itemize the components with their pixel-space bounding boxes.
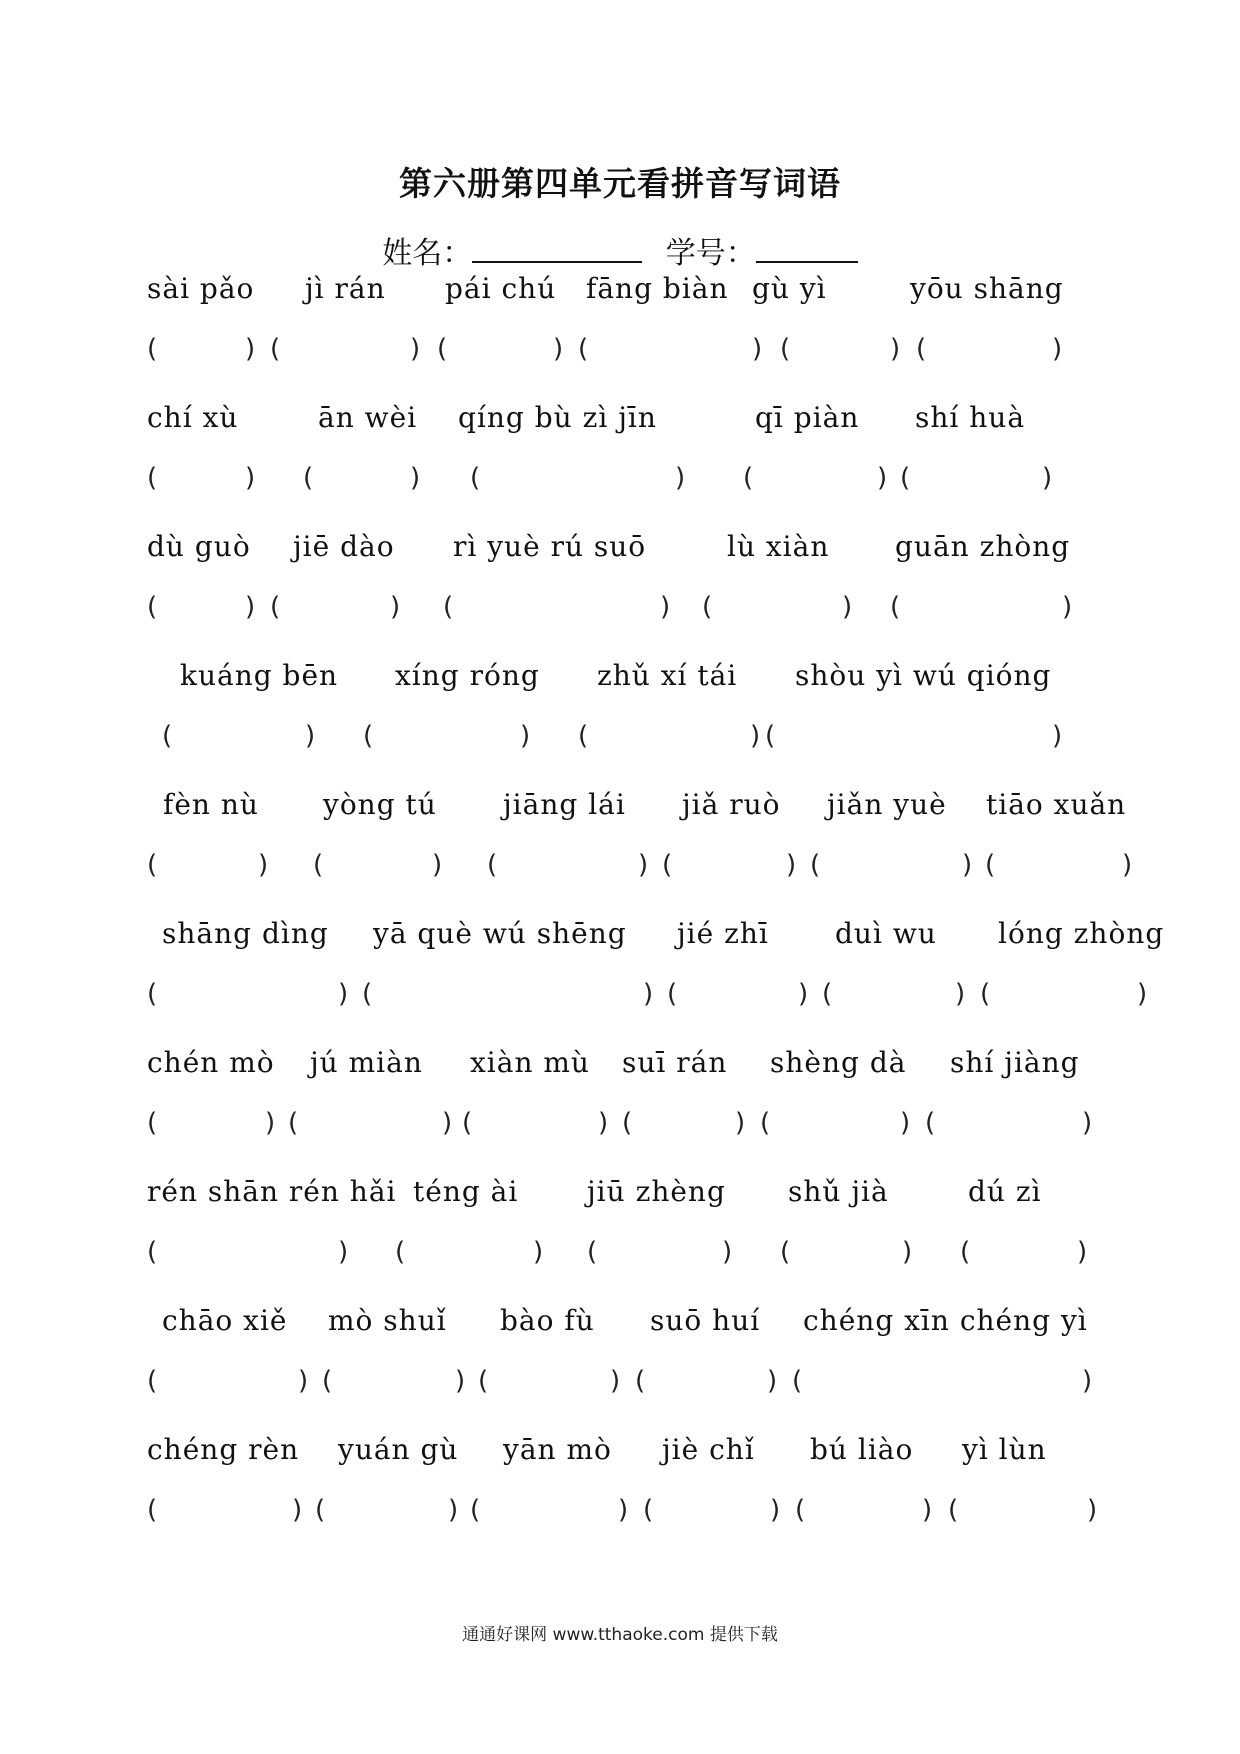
answer-open-paren: ( xyxy=(147,1108,158,1138)
answer-blank[interactable] xyxy=(159,1366,298,1400)
answer-blank[interactable] xyxy=(792,1237,902,1271)
answer-close-paren: ) xyxy=(265,1108,276,1138)
answer-row xyxy=(0,1237,1240,1277)
answer-row xyxy=(0,1108,1240,1148)
answer-close-paren: ) xyxy=(675,463,686,493)
pinyin-word: tiāo xuǎn xyxy=(986,788,1127,821)
pinyin-word: dú zì xyxy=(968,1175,1042,1208)
answer-blank[interactable] xyxy=(159,979,338,1013)
pinyin-word: pái chú xyxy=(445,272,557,305)
answer-open-paren: ( xyxy=(643,1495,654,1525)
answer-close-paren: ) xyxy=(1082,1108,1093,1138)
answer-open-paren: ( xyxy=(395,1237,406,1267)
answer-open-paren: ( xyxy=(315,1495,326,1525)
answer-blank[interactable] xyxy=(282,334,410,368)
answer-close-paren: ) xyxy=(842,592,853,622)
number-blank[interactable] xyxy=(756,233,858,263)
answer-blank[interactable] xyxy=(174,721,305,755)
answer-close-paren: ) xyxy=(955,979,966,1009)
pinyin-word: qíng bù zì jīn xyxy=(458,401,657,434)
pinyin-word: yòng tú xyxy=(323,788,437,821)
answer-row xyxy=(0,1366,1240,1406)
pinyin-word: dù guò xyxy=(147,530,251,563)
pinyin-word: jiū zhèng xyxy=(587,1175,726,1208)
answer-row xyxy=(0,1495,1240,1535)
pinyin-row xyxy=(0,530,1240,570)
answer-open-paren: ( xyxy=(147,979,158,1009)
answer-close-paren: ) xyxy=(432,850,443,880)
pinyin-word: jiǎn yuè xyxy=(827,788,947,821)
answer-blank[interactable] xyxy=(482,1495,618,1529)
answer-open-paren: ( xyxy=(437,334,448,364)
pinyin-word: yān mò xyxy=(503,1433,612,1466)
answer-blank[interactable] xyxy=(300,1108,442,1142)
answer-blank[interactable] xyxy=(590,721,750,755)
answer-blank[interactable] xyxy=(912,463,1042,497)
answer-row xyxy=(0,592,1240,632)
page-title: 第六册第四单元看拼音写词语 xyxy=(399,164,841,203)
pinyin-word: bú liào xyxy=(810,1433,914,1466)
answer-blank[interactable] xyxy=(499,850,638,884)
answer-blank[interactable] xyxy=(822,850,962,884)
answer-open-paren: ( xyxy=(702,592,713,622)
pinyin-word: yuán gù xyxy=(338,1433,459,1466)
pinyin-word: shāng dìng xyxy=(162,917,329,950)
answer-blank[interactable] xyxy=(334,1366,455,1400)
pinyin-row xyxy=(0,788,1240,828)
answer-blank[interactable] xyxy=(674,850,786,884)
pinyin-word: chén mò xyxy=(147,1046,275,1079)
pinyin-word: kuáng bēn xyxy=(180,659,339,692)
answer-close-paren: ) xyxy=(455,1366,466,1396)
answer-close-paren: ) xyxy=(735,1108,746,1138)
pinyin-row xyxy=(0,1046,1240,1086)
answer-blank[interactable] xyxy=(599,1237,722,1271)
answer-row xyxy=(0,850,1240,890)
answer-blank[interactable] xyxy=(407,1237,533,1271)
answer-open-paren: ( xyxy=(578,334,589,364)
answer-open-paren: ( xyxy=(162,721,173,751)
answer-close-paren: ) xyxy=(305,721,316,751)
answer-open-paren: ( xyxy=(147,463,158,493)
pinyin-word: jiē dào xyxy=(293,530,395,563)
answer-blank[interactable] xyxy=(159,463,245,497)
answer-blank[interactable] xyxy=(807,1495,922,1529)
pinyin-word: suō huí xyxy=(650,1304,761,1337)
pinyin-word: jiè chǐ xyxy=(662,1433,755,1466)
answer-close-paren: ) xyxy=(752,334,763,364)
answer-open-paren: ( xyxy=(462,1108,473,1138)
answer-open-paren: ( xyxy=(743,463,754,493)
answer-blank[interactable] xyxy=(928,334,1052,368)
answer-open-paren: ( xyxy=(362,979,373,1009)
answer-close-paren: ) xyxy=(890,334,901,364)
answer-open-paren: ( xyxy=(792,1366,803,1396)
answer-open-paren: ( xyxy=(478,1366,489,1396)
answer-close-paren: ) xyxy=(442,1108,453,1138)
answer-open-paren: ( xyxy=(470,463,481,493)
answer-blank[interactable] xyxy=(997,850,1122,884)
answer-close-paren: ) xyxy=(245,592,256,622)
pinyin-row xyxy=(0,272,1240,312)
pinyin-word: jié zhī xyxy=(677,917,769,950)
pinyin-word: jì rán xyxy=(305,272,386,305)
answer-close-paren: ) xyxy=(390,592,401,622)
answer-close-paren: ) xyxy=(520,721,531,751)
answer-open-paren: ( xyxy=(147,1495,158,1525)
pinyin-word: jú miàn xyxy=(310,1046,423,1079)
answer-blank[interactable] xyxy=(474,1108,598,1142)
answer-blank[interactable] xyxy=(647,1366,767,1400)
answer-blank[interactable] xyxy=(374,979,643,1013)
pinyin-row xyxy=(0,1175,1240,1215)
pinyin-word: bào fù xyxy=(500,1304,595,1337)
answer-open-paren: ( xyxy=(900,463,911,493)
answer-close-paren: ) xyxy=(292,1495,303,1525)
answer-open-paren: ( xyxy=(925,1108,936,1138)
answer-close-paren: ) xyxy=(900,1108,911,1138)
answer-blank[interactable] xyxy=(282,592,390,626)
pinyin-word: shǔ jià xyxy=(788,1175,889,1208)
answer-close-paren: ) xyxy=(610,1366,621,1396)
answer-blank[interactable] xyxy=(755,463,877,497)
answer-blank[interactable] xyxy=(159,1108,265,1142)
answer-close-paren: ) xyxy=(410,463,421,493)
pinyin-word: chāo xiě xyxy=(162,1304,288,1337)
answer-blank[interactable] xyxy=(455,592,660,626)
pinyin-row xyxy=(0,1304,1240,1344)
answer-close-paren: ) xyxy=(448,1495,459,1525)
answer-row xyxy=(0,721,1240,761)
answer-close-paren: ) xyxy=(638,850,649,880)
pinyin-word: gù yì xyxy=(752,272,827,305)
answer-open-paren: ( xyxy=(363,721,374,751)
pinyin-word: chéng xīn chéng yì xyxy=(803,1304,1088,1337)
name-blank[interactable] xyxy=(472,233,642,263)
answer-blank[interactable] xyxy=(772,1108,900,1142)
answer-close-paren: ) xyxy=(1052,721,1063,751)
answer-open-paren: ( xyxy=(303,463,314,493)
pinyin-word: mò shuǐ xyxy=(328,1304,447,1337)
answer-open-paren: ( xyxy=(578,721,589,751)
answer-blank[interactable] xyxy=(634,1108,735,1142)
pinyin-word: shòu yì wú qióng xyxy=(795,659,1052,692)
pinyin-word: xiàn mù xyxy=(470,1046,590,1079)
answer-open-paren: ( xyxy=(948,1495,959,1525)
pinyin-word: suī rán xyxy=(622,1046,728,1079)
answer-blank[interactable] xyxy=(159,1495,292,1529)
pinyin-word: fāng biàn xyxy=(586,272,729,305)
answer-open-paren: ( xyxy=(622,1108,633,1138)
answer-open-paren: ( xyxy=(147,850,158,880)
answer-open-paren: ( xyxy=(147,1366,158,1396)
answer-open-paren: ( xyxy=(270,334,281,364)
name-label: 姓名： xyxy=(382,236,473,271)
answer-close-paren: ) xyxy=(298,1366,309,1396)
answer-blank[interactable] xyxy=(375,721,520,755)
pinyin-word: jiǎ ruò xyxy=(682,788,781,821)
pinyin-word: guān zhòng xyxy=(895,530,1071,563)
answer-close-paren: ) xyxy=(922,1495,933,1525)
pinyin-word: yā què wú shēng xyxy=(373,917,627,950)
answer-open-paren: ( xyxy=(780,334,791,364)
answer-blank[interactable] xyxy=(490,1366,610,1400)
answer-open-paren: ( xyxy=(322,1366,333,1396)
answer-close-paren: ) xyxy=(598,1108,609,1138)
pinyin-word: yōu shāng xyxy=(910,272,1064,305)
answer-blank[interactable] xyxy=(792,334,890,368)
answer-blank[interactable] xyxy=(834,979,955,1013)
answer-blank[interactable] xyxy=(590,334,752,368)
answer-close-paren: ) xyxy=(338,1237,349,1267)
answer-open-paren: ( xyxy=(443,592,454,622)
answer-open-paren: ( xyxy=(667,979,678,1009)
answer-open-paren: ( xyxy=(635,1366,646,1396)
answer-close-paren: ) xyxy=(750,721,761,751)
answer-blank[interactable] xyxy=(159,1237,338,1271)
answer-open-paren: ( xyxy=(147,592,158,622)
answer-blank[interactable] xyxy=(655,1495,770,1529)
answer-open-paren: ( xyxy=(795,1495,806,1525)
answer-close-paren: ) xyxy=(770,1495,781,1525)
pinyin-word: téng ài xyxy=(413,1175,519,1208)
answer-open-paren: ( xyxy=(822,979,833,1009)
answer-blank[interactable] xyxy=(159,850,258,884)
pinyin-word: xíng róng xyxy=(395,659,540,692)
pinyin-word: rì yuè rú suō xyxy=(453,530,647,563)
answer-open-paren: ( xyxy=(760,1108,771,1138)
answer-blank[interactable] xyxy=(960,1495,1087,1529)
answer-blank[interactable] xyxy=(482,463,675,497)
answer-close-paren: ) xyxy=(1122,850,1133,880)
answer-open-paren: ( xyxy=(662,850,673,880)
answer-row xyxy=(0,334,1240,374)
answer-close-paren: ) xyxy=(1087,1495,1098,1525)
answer-close-paren: ) xyxy=(1042,463,1053,493)
pinyin-word: fèn nù xyxy=(163,788,259,821)
answer-close-paren: ) xyxy=(1082,1366,1093,1396)
answer-close-paren: ) xyxy=(338,979,349,1009)
answer-blank[interactable] xyxy=(972,1237,1077,1271)
pinyin-row xyxy=(0,1433,1240,1473)
pinyin-word: zhǔ xí tái xyxy=(597,659,738,692)
answer-blank[interactable] xyxy=(325,850,432,884)
answer-blank[interactable] xyxy=(714,592,842,626)
answer-open-paren: ( xyxy=(587,1237,598,1267)
answer-blank[interactable] xyxy=(937,1108,1082,1142)
answer-close-paren: ) xyxy=(643,979,654,1009)
answer-close-paren: ) xyxy=(245,334,256,364)
answer-blank[interactable] xyxy=(992,979,1137,1013)
answer-blank[interactable] xyxy=(449,334,553,368)
answer-blank[interactable] xyxy=(327,1495,448,1529)
answer-open-paren: ( xyxy=(960,1237,971,1267)
footer-credit: 通通好课网 www.tthaoke.com 提供下载 xyxy=(462,1625,778,1645)
pinyin-word: shí huà xyxy=(915,401,1026,434)
answer-close-paren: ) xyxy=(962,850,973,880)
answer-blank[interactable] xyxy=(679,979,798,1013)
answer-blank[interactable] xyxy=(777,721,1052,755)
pinyin-word: chí xù xyxy=(147,401,239,434)
pinyin-word: sài pǎo xyxy=(147,272,255,305)
answer-close-paren: ) xyxy=(533,1237,544,1267)
pinyin-word: rén shān rén hǎi xyxy=(147,1175,397,1208)
pinyin-word: shèng dà xyxy=(770,1046,907,1079)
answer-close-paren: ) xyxy=(786,850,797,880)
answer-open-paren: ( xyxy=(765,721,776,751)
answer-close-paren: ) xyxy=(618,1495,629,1525)
answer-open-paren: ( xyxy=(916,334,927,364)
answer-open-paren: ( xyxy=(147,1237,158,1267)
answer-close-paren: ) xyxy=(722,1237,733,1267)
answer-close-paren: ) xyxy=(767,1366,778,1396)
answer-open-paren: ( xyxy=(810,850,821,880)
answer-open-paren: ( xyxy=(470,1495,481,1525)
student-info xyxy=(0,228,1240,272)
answer-blank[interactable] xyxy=(902,592,1062,626)
pinyin-word: duì wu xyxy=(835,917,937,950)
answer-close-paren: ) xyxy=(410,334,421,364)
answer-blank[interactable] xyxy=(315,463,410,497)
answer-close-paren: ) xyxy=(553,334,564,364)
pinyin-word: chéng rèn xyxy=(147,1433,300,1466)
pinyin-row xyxy=(0,917,1240,957)
answer-open-paren: ( xyxy=(147,334,158,364)
answer-open-paren: ( xyxy=(780,1237,791,1267)
pinyin-word: lóng zhòng xyxy=(998,917,1165,950)
answer-close-paren: ) xyxy=(877,463,888,493)
answer-open-paren: ( xyxy=(980,979,991,1009)
answer-close-paren: ) xyxy=(902,1237,913,1267)
answer-close-paren: ) xyxy=(1052,334,1063,364)
answer-blank[interactable] xyxy=(159,334,245,368)
pinyin-row xyxy=(0,659,1240,699)
answer-close-paren: ) xyxy=(1062,592,1073,622)
answer-close-paren: ) xyxy=(258,850,269,880)
answer-close-paren: ) xyxy=(660,592,671,622)
pinyin-row xyxy=(0,401,1240,441)
answer-blank[interactable] xyxy=(159,592,245,626)
answer-close-paren: ) xyxy=(798,979,809,1009)
answer-close-paren: ) xyxy=(1077,1237,1088,1267)
answer-open-paren: ( xyxy=(270,592,281,622)
answer-close-paren: ) xyxy=(1137,979,1148,1009)
pinyin-word: lù xiàn xyxy=(727,530,830,563)
number-label: 学号： xyxy=(665,236,756,271)
answer-blank[interactable] xyxy=(804,1366,1082,1400)
answer-open-paren: ( xyxy=(890,592,901,622)
answer-row xyxy=(0,463,1240,503)
pinyin-word: ān wèi xyxy=(318,401,418,434)
answer-close-paren: ) xyxy=(245,463,256,493)
answer-open-paren: ( xyxy=(288,1108,299,1138)
answer-open-paren: ( xyxy=(313,850,324,880)
answer-row xyxy=(0,979,1240,1019)
pinyin-word: shí jiàng xyxy=(950,1046,1080,1079)
pinyin-word: yì lùn xyxy=(962,1433,1047,1466)
answer-open-paren: ( xyxy=(985,850,996,880)
pinyin-word: qī piàn xyxy=(755,401,860,434)
answer-open-paren: ( xyxy=(487,850,498,880)
pinyin-word: jiāng lái xyxy=(503,788,626,821)
